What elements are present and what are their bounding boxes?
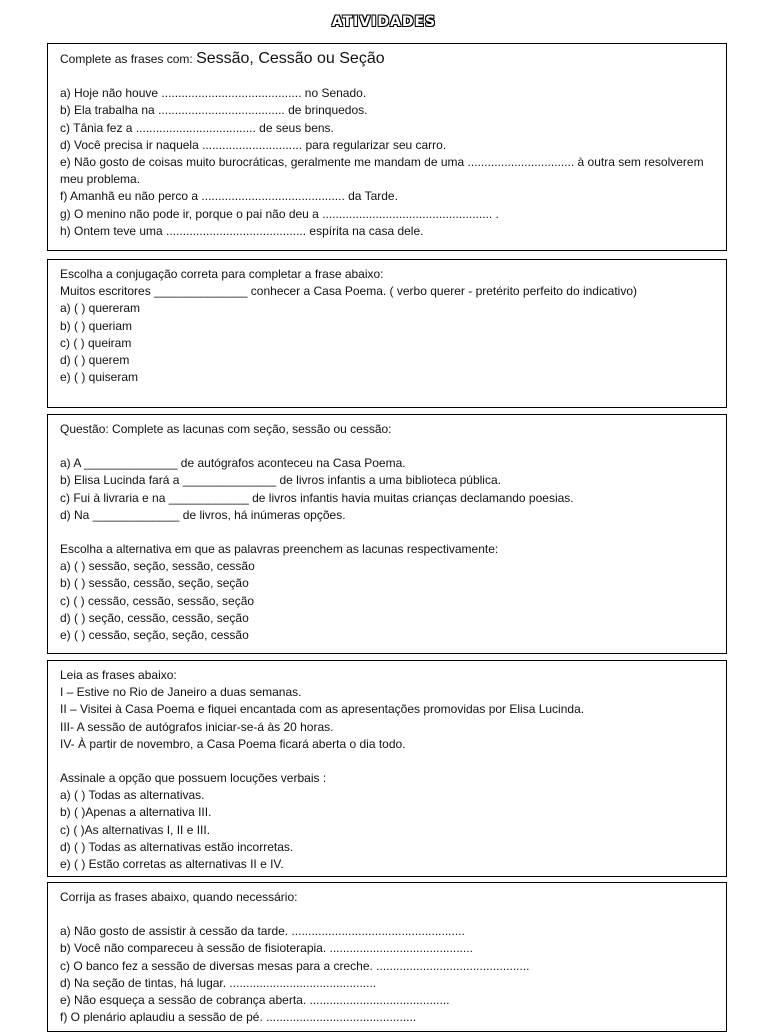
page-title: ATIVIDADES [331, 14, 437, 30]
question-1-item: c) Tânia fez a .................................... de seus bens. [60, 120, 334, 135]
question-4-option: b) ( )Apenas a alternativa III. [60, 805, 212, 820]
question-4-item: IV- À partir de novembro, a Casa Poema ficará aberta o dia todo. [60, 736, 406, 751]
question-5-item: a) Não gosto de assistir à cessão da tarde. .................................................... [60, 924, 465, 939]
question-5-item: b) Você não compareceu à sessão de fisioterapia. ........................................... [60, 941, 473, 956]
question-2-option: c) ( ) queiram [60, 335, 132, 350]
question-5-item: f) O plenário aplaudiu a sessão de pé. ............................................. [60, 1010, 417, 1025]
question-box-4 [47, 660, 727, 877]
question-5-item: e) Não esqueça a sessão de cobrança aberta. .......................................... [60, 993, 450, 1008]
question-4-item: III- A sessão de autógrafos iniciar-se-á às 20 horas. [60, 719, 334, 734]
question-3-option: d) ( ) seção, cessão, cessão, seção [60, 610, 249, 625]
question-2-option: b) ( ) queriam [60, 318, 133, 333]
question-5-item: c) O banco fez a sessão de diversas mesas para a creche. .............................................. [60, 958, 530, 973]
question-3-prompt-2: Escolha a alternativa em que as palavras preenchem as lacunas respectivamente: [60, 542, 499, 557]
question-3-item: a) A ______________ de autógrafos aconteceu na Casa Poema. [60, 456, 406, 471]
question-2-option: a) ( ) quereram [60, 301, 141, 316]
question-3-item: b) Elisa Lucinda fará a ______________ de livros infantis a uma biblioteca pública. [60, 473, 501, 488]
question-box-3 [47, 414, 727, 654]
question-4-option: a) ( ) Todas as alternativas. [60, 788, 205, 803]
question-1-item: a) Hoje não houve .......................................... no Senado. [60, 86, 367, 101]
question-1-intro: Complete as frases com: [60, 52, 193, 66]
question-1-words: Sessão, Cessão ou Seção [196, 50, 385, 67]
header [0, 13, 768, 31]
question-1-item: d) Você precisa ir naquela .............................. para regularizar seu carro. [60, 137, 447, 152]
question-box-5 [47, 882, 727, 1032]
question-1-item: g) O menino não pode ir, porque o pai não deu a ................................................... . [60, 206, 499, 221]
question-5-prompt: Corrija as frases abaixo, quando necessário: [60, 890, 298, 904]
question-1-item: h) Ontem teve uma .......................................... espírita na casa dele. [60, 223, 424, 238]
question-1-prompt [60, 50, 714, 68]
question-2-prompt: Escolha a conjugação correta para completar a frase abaixo: [60, 267, 384, 281]
question-4-item: I – Estive no Rio de Janeiro a duas semanas. [60, 685, 302, 700]
question-4-option: c) ( )As alternativas I, II e III. [60, 822, 211, 837]
question-1-item: f) Amanhã eu não perco a ........................................... da Tarde. [60, 189, 398, 204]
question-3-prompt: Questão: Complete as lacunas com seção, sessão ou cessão: [60, 422, 392, 436]
question-3-option: c) ( ) cessão, cessão, sessão, seção [60, 593, 255, 608]
question-4-option: e) ( ) Estão corretas as alternativas II e IV. [60, 857, 284, 872]
question-3-option: b) ( ) sessão, cessão, seção, seção [60, 576, 249, 591]
question-1-item: e) Não gosto de coisas muito burocráticas, geralmente me mandam de uma ................................ à outra sem resolverem meu problema. [60, 155, 704, 187]
question-2-sentence: Muitos escritores ______________ conhecer a Casa Poema. ( verbo querer - pretérito perfeito do indicativo) [60, 284, 637, 299]
question-1-item: b) Ela trabalha na ...................................... de brinquedos. [60, 103, 368, 118]
question-3-item: d) Na _____________ de livros, há inúmeras opções. [60, 507, 346, 522]
question-box-2 [47, 259, 727, 408]
question-4-prompt: Leia as frases abaixo: [60, 668, 177, 682]
question-2-option: e) ( ) quiseram [60, 370, 139, 385]
question-3-option: a) ( ) sessão, seção, sessão, cessão [60, 559, 255, 574]
question-4-item: II – Visitei à Casa Poema e fiquei encantada com as apresentações promovidas por Elisa Lucinda. [60, 702, 585, 717]
question-4-prompt-2: Assinale a opção que possuem locuções verbais : [60, 771, 327, 786]
question-2-option: d) ( ) querem [60, 353, 130, 368]
question-4-option: d) ( ) Todas as alternativas estão incorretas. [60, 839, 294, 854]
question-3-option: e) ( ) cessão, seção, seção, cessão [60, 628, 249, 643]
question-3-item: c) Fui à livraria e na ____________ de livros infantis havia muitas crianças declamando poesias. [60, 490, 574, 505]
question-box-1 [47, 43, 727, 251]
question-5-item: d) Na seção de tintas, há lugar. ............................................ [60, 975, 377, 990]
